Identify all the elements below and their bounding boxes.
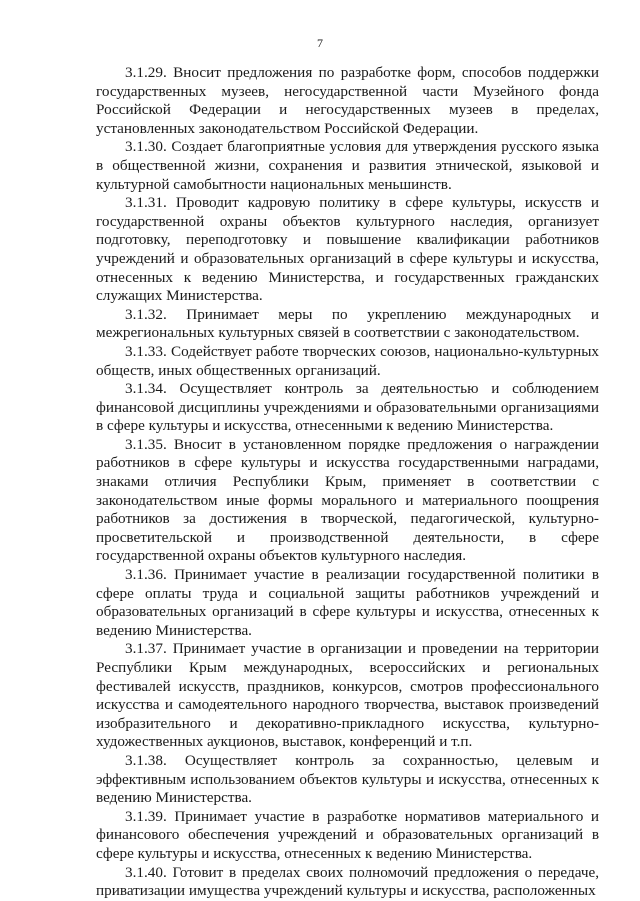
paragraph-3-1-31: 3.1.31. Проводит кадровую политику в сфере культуры, искусств и государственной охраны объектов культурного наследия, организует подготовку, переподготовку и повышение квалификации работников учреждений и образовательных организаций в сфере культуры и искусства, отнесенных к ведению Министерства, и государственных гражданских служащих Министерства. — [96, 194, 599, 305]
paragraph-3-1-34: 3.1.34. Осуществляет контроль за деятельностью и соблюдением финансовой дисциплины учреждениями и образовательными организациями в сфере культуры и искусства, отнесенными к ведению Министерства. — [96, 380, 599, 435]
paragraph-3-1-40: 3.1.40. Готовит в пределах своих полномочий предложения о передаче, приватизации имущества учреждений культуры и искусства, расположенных — [96, 863, 599, 900]
paragraph-3-1-39: 3.1.39. Принимает участие в разработке нормативов материального и финансового обеспечения учреждений и образовательных организаций в сфере культуры и искусства, отнесенных к ведению Министерства. — [96, 807, 599, 862]
paragraph-3-1-36: 3.1.36. Принимает участие в реализации государственной политики в сфере оплаты труда и социальной защиты работников учреждений и образовательных организаций в сфере культуры и искусства, отнесенных к ведению Министерства. — [96, 566, 599, 639]
paragraph-3-1-37: 3.1.37. Принимает участие в организации и проведении на территории Республики Крым международных, всероссийских и региональных фестивалей искусств, праздников, конкурсов, смотров профессионального искусства и самодеятельного народного творчества, выставок произведений изобразительного и декоративно-прикладного искусства, культурно-художественных аукционов, выставок, конференций и т.п. — [96, 640, 599, 751]
paragraph-3-1-30: 3.1.30. Создает благоприятные условия для утверждения русского языка в общественной жизни, сохранения и развития этнической, языковой и культурной самобытности национальных меньшинств. — [96, 138, 599, 193]
document-body — [96, 64, 599, 901]
paragraph-3-1-38: 3.1.38. Осуществляет контроль за сохранностью, целевым и эффективным использованием объектов культуры и искусства, отнесенных к ведению Министерства. — [96, 751, 599, 807]
paragraph-3-1-32: 3.1.32. Принимает меры по укреплению международных и межрегиональных культурных связей в соответствии с законодательством. — [96, 305, 599, 342]
paragraph-3-1-35: 3.1.35. Вносит в установленном порядке предложения о награждении работников в сфере культуры и искусства государственными наградами, знаками отличия Республики Крым, применяет в соответствии с законодательством иные формы морального и материального поощрения работников за достижения в творческой, педагогической, культурно-просветительской и производственной деятельности, в сфере государственной охраны объектов культурного наследия. — [96, 435, 599, 565]
paragraph-3-1-33: 3.1.33. Содействует работе творческих союзов, национально-культурных обществ, иных общественных организаций. — [96, 342, 599, 379]
paragraph-3-1-29: 3.1.29. Вносит предложения по разработке форм, способов поддержки государственных музеев, негосударственной части Музейного фонда Российской Федерации и негосударственных музеев в пределах, установленных законодательством Российской Федерации. — [96, 64, 599, 137]
page-number: 7 — [317, 36, 323, 50]
